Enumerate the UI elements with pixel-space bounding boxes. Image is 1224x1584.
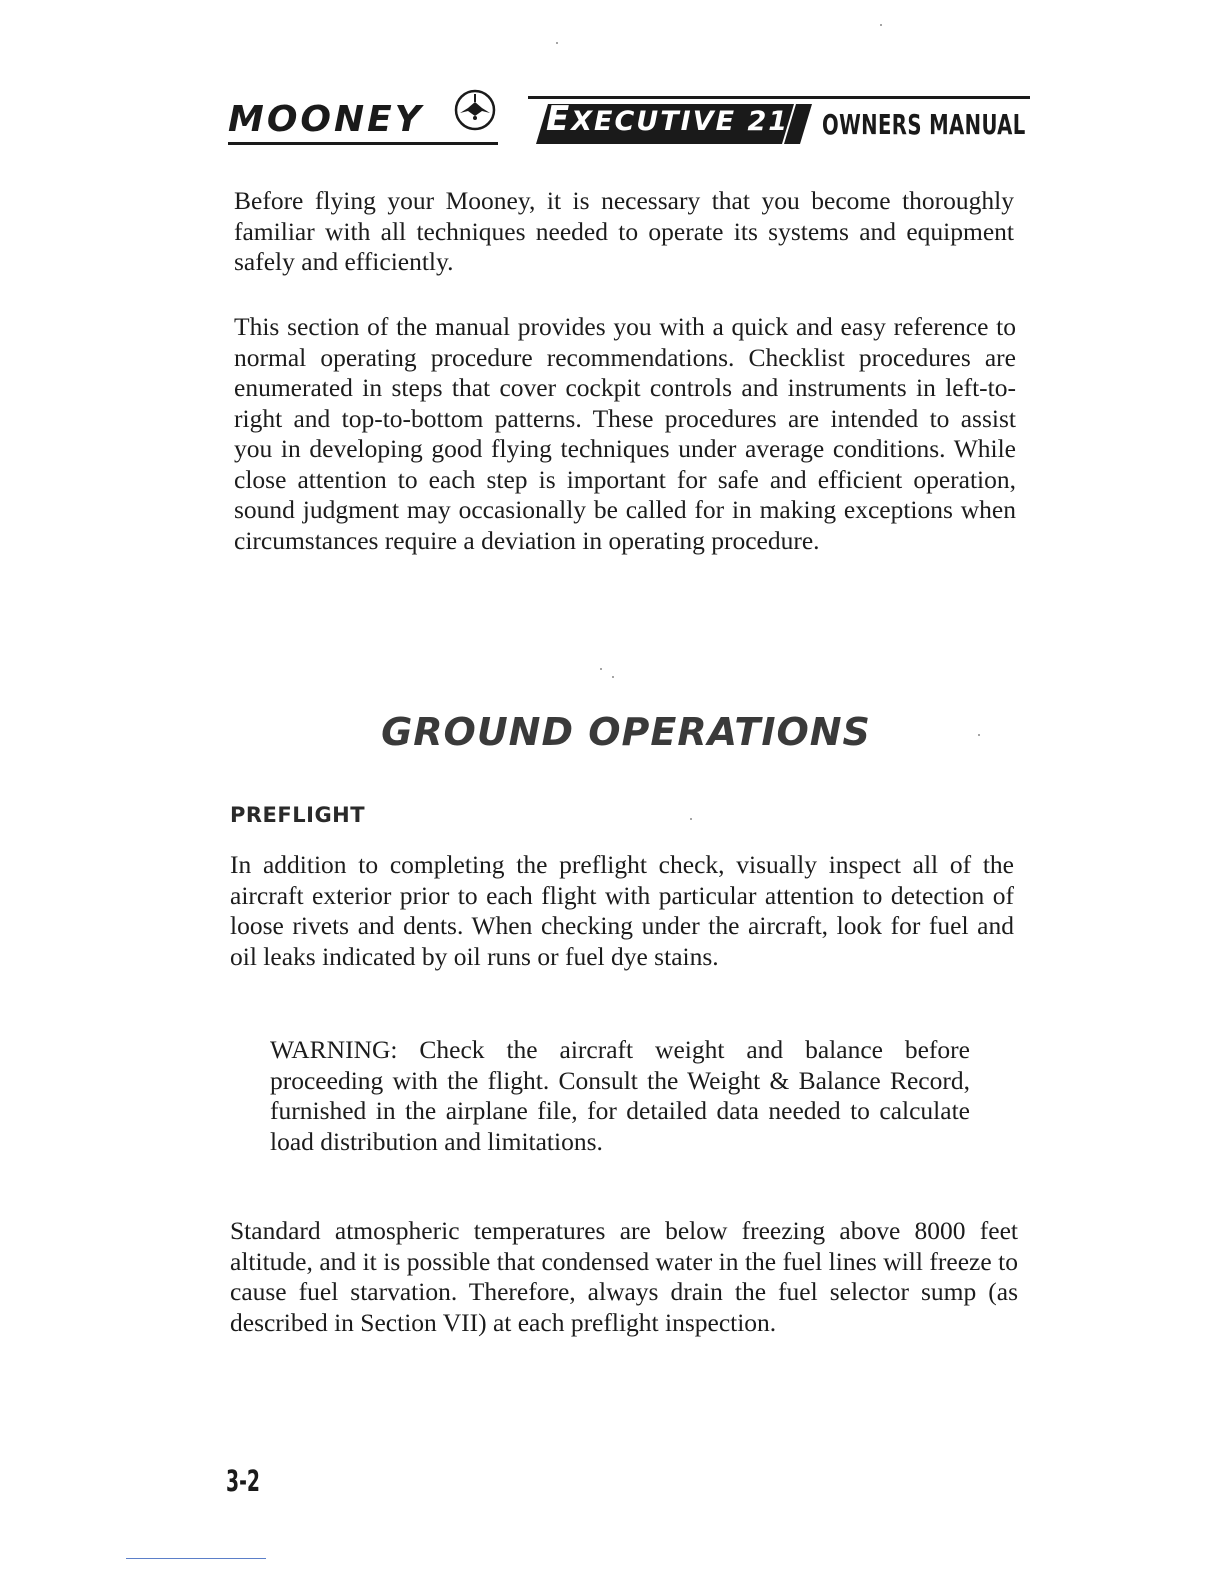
preflight-paragraph: In addition to completing the preflight check, visually inspect all of the aircraft exterior prior to each flight with particular attention to detection of loose rivets and dents. When checking under the aircraft, look for fuel and oil leaks indicated by oil runs or fuel dye stains. — [230, 850, 1014, 971]
scan-speck — [556, 42, 558, 44]
scan-speck — [978, 734, 980, 736]
preflight-subheading: PREFLIGHT — [230, 803, 366, 827]
mooney-emblem-icon — [448, 80, 502, 134]
brand-name: MOONEY — [228, 99, 424, 140]
bottom-rule — [126, 1558, 266, 1559]
section-title: GROUND OPERATIONS — [381, 710, 871, 754]
page-number: 3-2 — [226, 1464, 260, 1498]
model-name — [546, 99, 790, 139]
model-rest: XECUTIVE 21 — [571, 106, 790, 137]
brand-underline — [228, 142, 498, 145]
scan-speck — [600, 668, 602, 670]
scan-speck — [612, 676, 614, 678]
model-initial: E — [546, 99, 572, 139]
header-top-rule — [528, 96, 1030, 99]
owners-manual-label: OWNERS MANUAL — [822, 108, 1026, 141]
intro-paragraph-1: Before flying your Mooney, it is necessary that you become thoroughly familiar with all techniques needed to operate its systems and equipment safely and efficiently. — [234, 186, 1014, 276]
warning-note: WARNING: Check the aircraft weight and balance before proceeding with the flight. Consult the Weight & Balance Record, furnished in the airplane file, for detailed data needed to calculate load distribution and limitations. — [270, 1035, 970, 1156]
freezing-paragraph: Standard atmospheric temperatures are below freezing above 8000 feet altitude, and it is possible that condensed water in the fuel lines will freeze to cause fuel starvation. Therefore, always drain the fuel selector sump (as described in Section VII) at each preflight inspection. — [230, 1216, 1018, 1337]
scan-speck — [690, 818, 692, 820]
intro-paragraph-2: This section of the manual provides you with a quick and easy reference to normal operating procedure recommendations. Checklist procedures are enumerated in steps that cover cockpit controls and instruments in left-to-right and top-to-bottom patterns. These procedures are intended to assist you in developing good flying techniques under average conditions. While close attention to each step is important for safe and efficient operation, sound judgment may occasionally be called for in making exceptions when circumstances require a deviation in operating procedure. — [234, 312, 1016, 555]
scan-speck — [880, 24, 882, 26]
page-header — [228, 78, 1030, 150]
